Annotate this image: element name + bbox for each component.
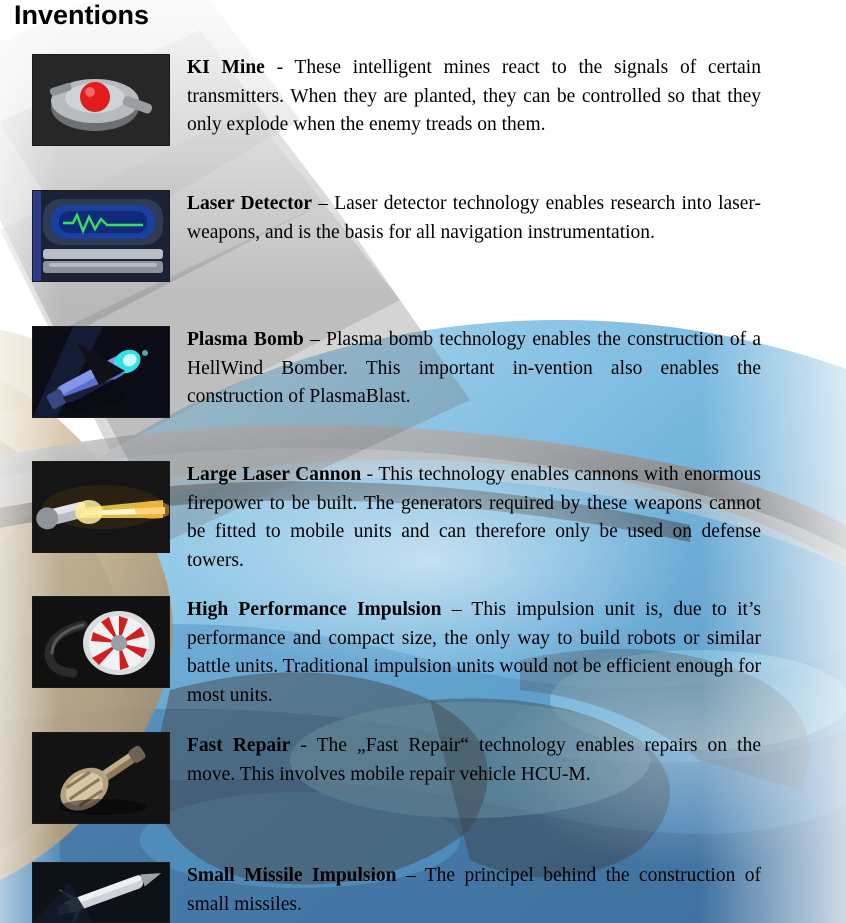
invention-title: Large Laser Cannon	[187, 464, 362, 485]
invention-description	[187, 461, 761, 575]
invention-description	[187, 862, 761, 919]
invention-body: These intelligent mines react to the signals of certain transmitters. When they are planted, they can be controlled so that they only explode when the enemy treads on them.	[187, 57, 761, 136]
invention-description	[187, 596, 761, 710]
laser-detector-icon	[32, 190, 170, 282]
invention-body: Laser detector technology enables research into laser-weapons, and is the basis for all navigation instrumentation.	[187, 193, 761, 243]
invention-title: Plasma Bomb	[187, 329, 304, 350]
invention-description	[187, 190, 761, 247]
invention-description	[187, 732, 761, 789]
mine-icon	[32, 54, 170, 146]
invention-separator: -	[264, 57, 295, 78]
invention-body: Plasma bomb technology enables the construction of a HellWind Bomber. This important in-vention also enables the construction of PlasmaBlast.	[187, 329, 762, 408]
invention-separator: –	[311, 193, 335, 214]
invention-title: Small Missile Impulsion	[187, 865, 397, 886]
invention-body: The „Fast Repair“ technology enables repairs on the move. This involves mobile repair vehicle HCU-M.	[187, 735, 761, 785]
invention-title: Fast Repair	[187, 735, 291, 756]
invention-body: This technology enables cannons with enormous firepower to be built. The generators required by these weapons cannot be fitted to mobile units and can therefore only be used on defense towers.	[187, 464, 761, 571]
invention-separator: -	[361, 464, 379, 485]
invention-separator: -	[290, 735, 317, 756]
invention-description	[187, 326, 761, 412]
small-missile-icon	[32, 862, 170, 923]
impulsion-engine-icon	[32, 596, 170, 688]
invention-body: The principel behind the construction of small missiles.	[187, 865, 761, 915]
large-laser-cannon-icon	[32, 461, 170, 553]
invention-title: High Performance Impulsion	[187, 599, 442, 620]
page-title: Inventions	[14, 0, 150, 30]
invention-title: Laser Detector	[187, 193, 312, 214]
invention-separator: –	[441, 599, 472, 620]
invention-separator: –	[396, 865, 425, 886]
repair-tool-icon	[32, 732, 170, 824]
plasma-bomb-icon	[32, 326, 170, 418]
invention-body: This impulsion unit is, due to it’s performance and compact size, the only way to build robots or similar battle units. Traditional impulsion units would not be efficient enough for most units.	[187, 599, 761, 706]
invention-description	[187, 54, 761, 140]
invention-separator: –	[303, 329, 327, 350]
invention-title: KI Mine	[187, 57, 265, 78]
